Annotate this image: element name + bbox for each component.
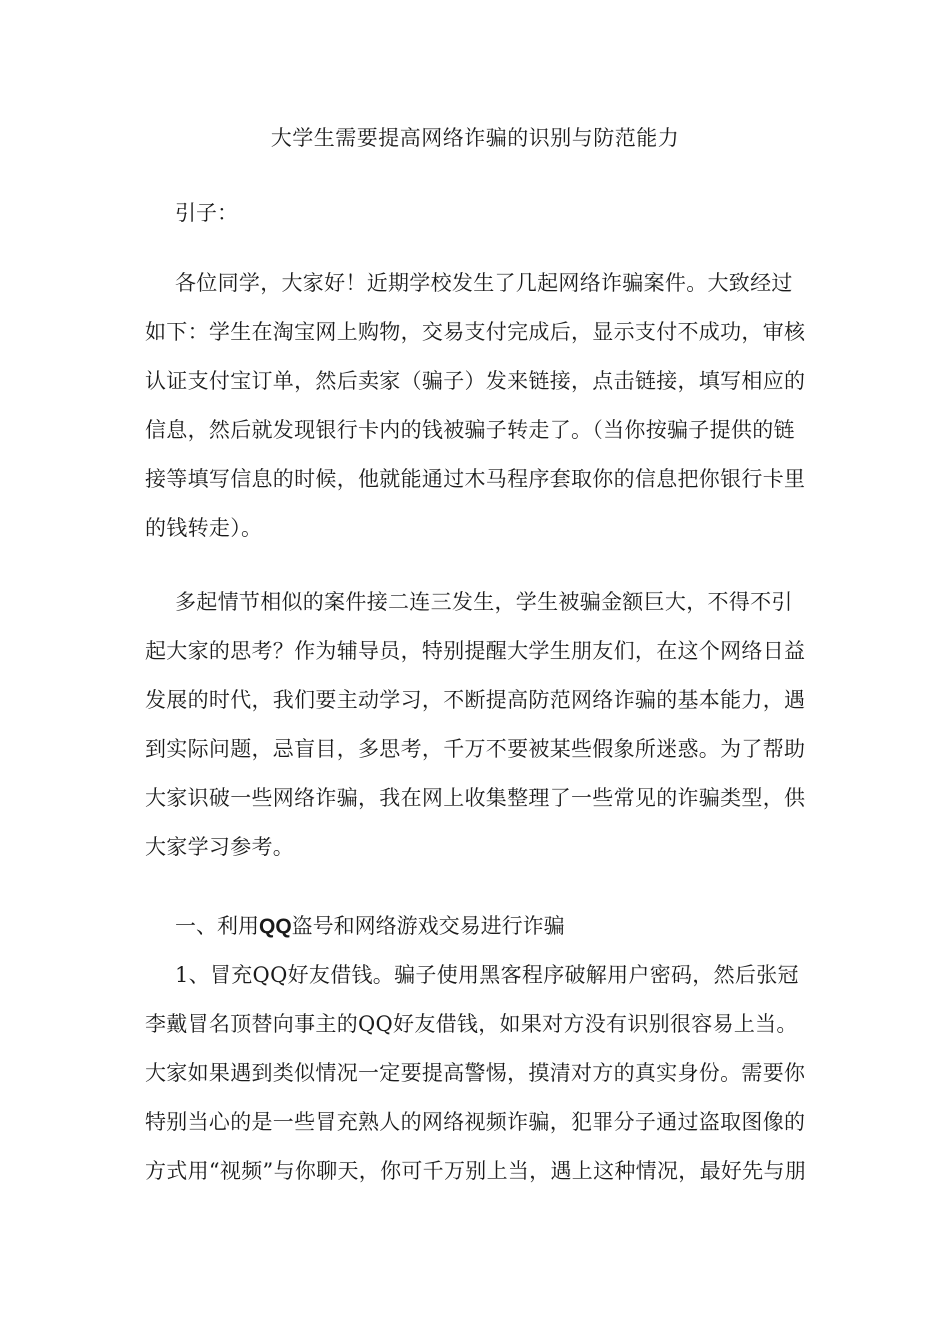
paragraph-line: 信息，然后就发现银行卡内的钱被骗子转走了。（当你按骗子提供的链: [145, 418, 795, 442]
section-qq: QQ: [259, 915, 292, 938]
paragraph-line: 如下：学生在淘宝网上购物，交易支付完成后，显示支付不成功，审核: [145, 320, 806, 344]
paragraph-line: 的钱转走）。: [145, 516, 263, 540]
paragraph-line: 各位同学，大家好！近期学校发生了几起网络诈骗案件。大致经过: [175, 271, 793, 295]
section-suffix: 盗号和网络游戏交易进行诈骗: [291, 914, 565, 938]
paragraph-line: 大家如果遇到类似情况一定要提高警惕，摸清对方的真实身份。需要你: [145, 1061, 806, 1085]
paragraph-line: 发展的时代，我们要主动学习，不断提高防范网络诈骗的基本能力，遇: [145, 688, 806, 712]
paragraph-line: 接等填写信息的时候，他就能通过木马程序套取你的信息把你银行卡里: [145, 467, 806, 491]
paragraph-line: 方式用“视频”与你聊天，你可千万别上当，遇上这种情况，最好先与朋: [145, 1159, 807, 1183]
intro-heading: 引子：: [175, 201, 238, 225]
paragraph-line: 大家学习参考。: [145, 835, 295, 859]
paragraph-line: 1、冒充QQ好友借钱。骗子使用黑客程序破解用户密码，然后张冠: [175, 963, 799, 987]
paragraph-line: 特别当心的是一些冒充熟人的网络视频诈骗，犯罪分子通过盗取图像的: [145, 1110, 806, 1134]
paragraph-line: 认证支付宝订单，然后卖家（骗子）发来链接，点击链接，填写相应的: [145, 369, 806, 393]
paragraph-line: 多起情节相似的案件接二连三发生，学生被骗金额巨大，不得不引: [175, 590, 793, 614]
section-heading-1: [175, 910, 565, 943]
section-prefix: 一、利用: [175, 914, 259, 938]
document-title: 大学生需要提高网络诈骗的识别与防范能力: [270, 126, 680, 150]
paragraph-line: 大家识破一些网络诈骗，我在网上收集整理了一些常见的诈骗类型，供: [145, 786, 806, 810]
paragraph-line: 起大家的思考？作为辅导员，特别提醒大学生朋友们，在这个网络日益: [145, 639, 806, 663]
paragraph-line: 李戴冒名顶替向事主的QQ好友借钱，如果对方没有识别很容易上当。: [145, 1012, 798, 1036]
paragraph-line: 到实际问题，忌盲目，多思考，千万不要被某些假象所迷惑。为了帮助: [145, 737, 806, 761]
